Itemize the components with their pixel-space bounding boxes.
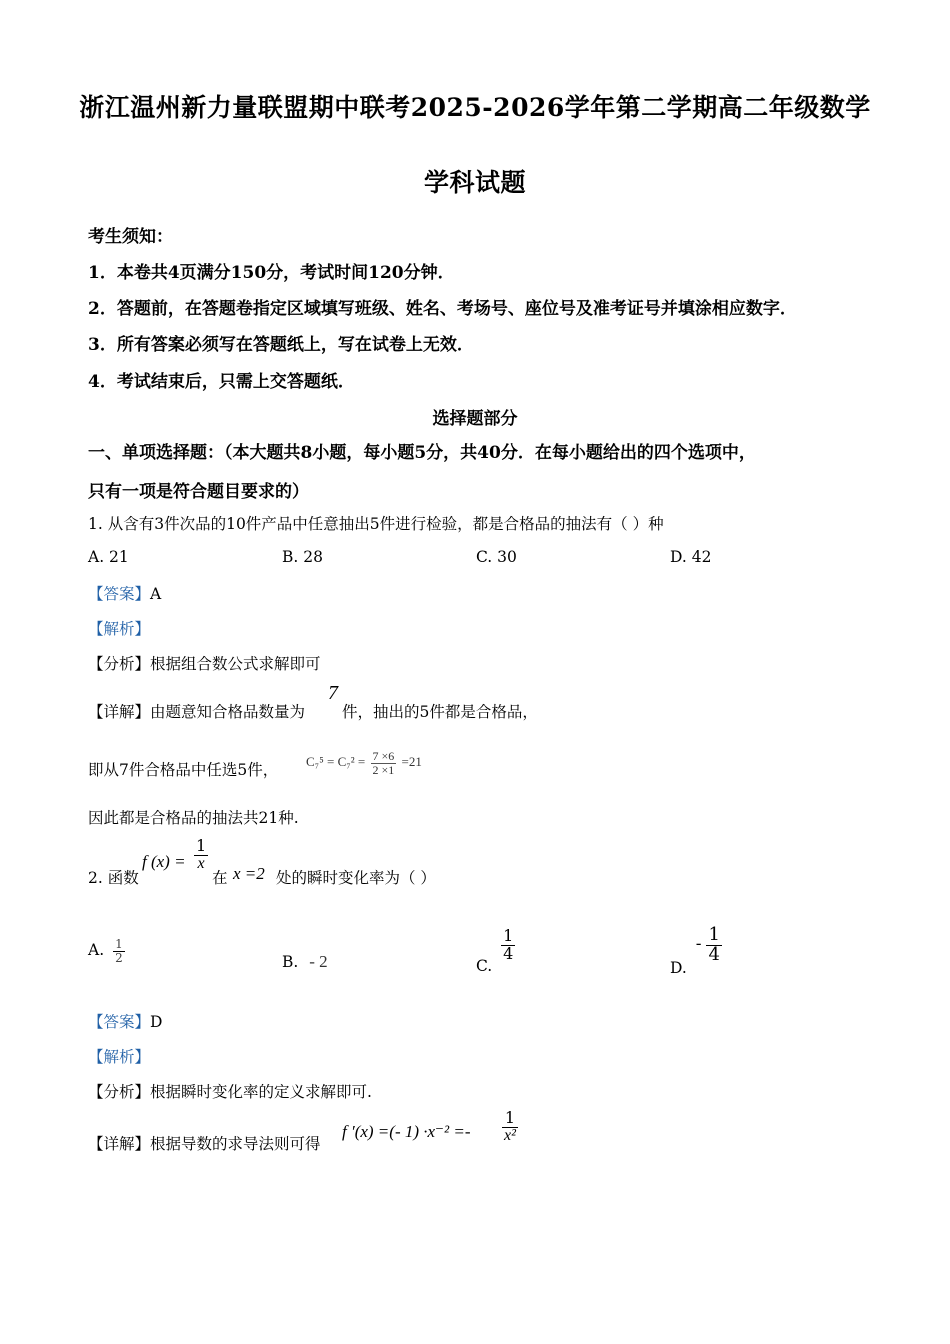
q1-explanation-label: 【解析】 [88, 620, 151, 638]
q1-combination-formula: C₇⁵ = C₇² = $\frac{7 \times 6}{2 \times 1}$ =21 [306, 749, 422, 777]
notice-item-3: 3．所有答案必须写在答题纸上，写在试卷上无效． [88, 335, 474, 355]
question-1-stem: 1. 从含有3件次品的10件产品中任意抽出5件进行检验，都是合格品的抽法有（ ）种 [88, 515, 664, 533]
notice-item-2: 2．答题前，在答题卷指定区域填写班级、姓名、考场号、座位号及准考证号并填涂相应数字． [88, 299, 797, 319]
section-heading: 选择题部分 [432, 409, 518, 429]
q1-detail-suffix: 件，抽出的5件都是合格品， [342, 703, 538, 721]
q2-option-d-fraction: $\frac{1}{4}$ [708, 924, 720, 965]
q2-derivative-fraction: $\frac{1}{\text{x²}}$ [504, 1108, 516, 1144]
q2-derivative-expr: f ′(x) =(- 1) ·x⁻² =- [342, 1122, 471, 1141]
q1-answer-value: A [150, 585, 162, 603]
q1-answer [88, 582, 161, 604]
q1-option-c: C. 30 [476, 548, 517, 566]
q1-option-a: A. 21 [88, 548, 129, 566]
q2-function-fraction: $\frac{1}{x}$ [196, 836, 207, 872]
q1-detail-number: 7 [328, 682, 338, 704]
q2-option-c-fraction: $\frac{1}{4}$ [503, 926, 514, 963]
q1-step-text: 即从7件合格品中任选5件， [88, 761, 279, 779]
q2-answer-value: D [150, 1013, 163, 1031]
q2-option-a-fraction: $\frac{1}{2}$ [115, 937, 123, 965]
q2-point: x =2 [233, 864, 265, 883]
q2-analysis: 【分析】根据瞬时变化率的定义求解即可. [88, 1083, 372, 1101]
q2-detail-text: 【详解】根据导数的求导法则可得 [88, 1135, 321, 1153]
q2-option-c: C. $\frac{1}{4}$ [476, 926, 514, 976]
answer-label: 【答案】 [88, 1013, 151, 1031]
q2-option-a: A. $\frac{1}{2}$ [88, 937, 123, 965]
part-one-instruction-line1: 一、单项选择题：（本大题共8小题，每小题5分，共40分．在每小题给出的四个选项中， [88, 443, 756, 463]
q1-formula-fraction: $\frac{7 \times 6}{2 \times 1}$ [372, 749, 395, 777]
document-title-line2: 学科试题 [423, 168, 526, 197]
q2-explanation-label: 【解析】 [88, 1048, 151, 1066]
notice-heading: 考生须知： [88, 227, 173, 247]
answer-label: 【答案】 [88, 585, 151, 603]
q1-option-b: B. 28 [282, 548, 323, 566]
notice-item-1: 1．本卷共4页满分150分，考试时间120分钟． [88, 263, 455, 283]
q1-conclusion: 因此都是合格品的抽法共21种. [88, 809, 299, 827]
document-title-line1: 浙江温州新力量联盟期中联考2025-2026学年第二学期高二年级数学 [79, 93, 871, 122]
q2-option-b: B. - 2 [282, 952, 328, 971]
q1-option-d: D. 42 [670, 548, 712, 566]
q2-option-d: D. - $\frac{1}{4}$ [670, 924, 720, 978]
q2-stem-at: 在 [212, 869, 228, 887]
q2-function-lhs: f (x) = [142, 852, 186, 871]
notice-item-4: 4．考试结束后，只需上交答题纸． [88, 372, 355, 392]
q2-answer [88, 1010, 162, 1032]
q2-stem-prefix: 2. 函数 [88, 869, 139, 887]
q1-detail-prefix: 【详解】由题意知合格品数量为 [88, 703, 306, 721]
q1-analysis: 【分析】根据组合数公式求解即可 [88, 655, 321, 673]
q2-stem-suffix: 处的瞬时变化率为（ ） [276, 869, 436, 887]
part-one-instruction-line2: 只有一项是符合题目要求的） [88, 482, 309, 502]
